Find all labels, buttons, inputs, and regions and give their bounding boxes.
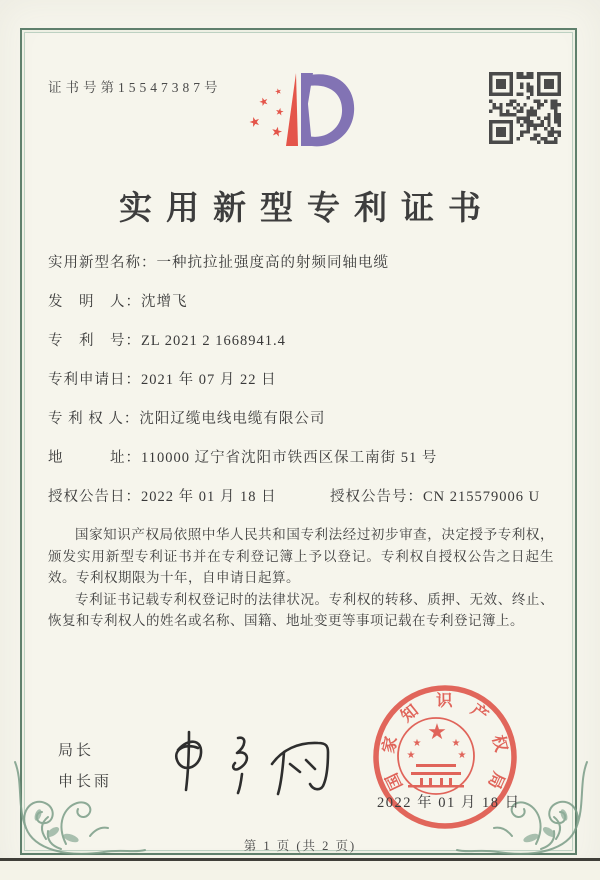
svg-text:★: ★ — [247, 113, 263, 132]
certificate-number: 证书号第15547387号 — [48, 80, 222, 95]
next-page-strip — [0, 861, 600, 880]
svg-text:★: ★ — [457, 750, 467, 761]
field-grant-date-and-number — [48, 486, 558, 508]
qr-code-icon — [489, 72, 561, 144]
field-value: 110000 辽宁省沈阳市铁西区保工南街 51 号 — [141, 450, 438, 466]
legal-text — [48, 524, 554, 632]
page-number: 第 1 页 (共 2 页) — [243, 839, 357, 853]
svg-text:★: ★ — [269, 124, 284, 142]
field-address — [48, 447, 558, 469]
svg-text:★: ★ — [412, 738, 422, 749]
field-label: 专 利 号： — [48, 333, 141, 349]
field-value: 沈阳辽缆电线电缆有限公司 — [139, 411, 326, 427]
field-value: 沈增飞 — [141, 294, 188, 310]
svg-text:★: ★ — [451, 738, 461, 749]
field-value: 一种抗拉扯强度高的射频同轴电缆 — [156, 255, 389, 271]
field-grant-number — [330, 486, 540, 508]
field-utility-model-name — [48, 252, 558, 274]
field-patent-number — [48, 330, 558, 352]
svg-text:★: ★ — [427, 720, 447, 745]
field-value: CN 215579006 U — [423, 489, 541, 505]
legal-paragraph-2: 专利证书记载专利权登记时的法律状况。专利权的转移、质押、无效、终止、恢复和专利权人的姓名或名称、国籍、地址变更等事项记载在专利登记簿上。 — [48, 591, 554, 628]
cnipa-logo-icon — [243, 60, 377, 162]
certificate-fields — [48, 252, 558, 525]
seal-text: 国家知识产权局 — [378, 690, 512, 794]
field-label: 实用新型名称： — [48, 255, 157, 271]
certificate-title: 实用新型专利证书 — [119, 191, 495, 227]
field-label: 专利申请日： — [48, 372, 141, 388]
svg-text:★: ★ — [406, 750, 416, 761]
field-application-date — [48, 369, 558, 391]
svg-text:★: ★ — [273, 86, 283, 97]
svg-text:★: ★ — [274, 106, 285, 119]
legal-paragraph-1: 国家知识产权局依照中华人民共和国专利法经过初步审查，决定授予专利权，颁发实用新型专利证书并在专利登记簿上予以登记。专利权自授权公告之日起生效。专利权期限为十年，自申请日起算。 — [48, 527, 554, 585]
svg-text:★: ★ — [256, 93, 271, 110]
field-label: 专 利 权 人： — [48, 411, 140, 427]
field-label: 授权公告号： — [330, 489, 423, 505]
seal-date: 2022 年 01 月 18 日 — [377, 795, 521, 811]
field-inventor — [48, 291, 558, 313]
floral-corner-ornament-left-icon — [4, 752, 146, 872]
field-value: 2021 年 07 月 22 日 — [141, 372, 277, 388]
signer-title: 局长 — [58, 743, 95, 759]
floral-corner-ornament-right-icon — [456, 752, 598, 872]
field-label: 地 址： — [48, 450, 141, 466]
signature-icon — [150, 712, 345, 807]
field-value: ZL 2021 2 1668941.4 — [141, 333, 286, 349]
signer-name: 申长雨 — [58, 774, 113, 790]
field-patentee — [48, 408, 558, 430]
field-label: 授权公告日： — [48, 489, 141, 505]
field-value: 2022 年 01 月 18 日 — [141, 489, 277, 505]
field-label: 发 明 人： — [48, 294, 141, 310]
